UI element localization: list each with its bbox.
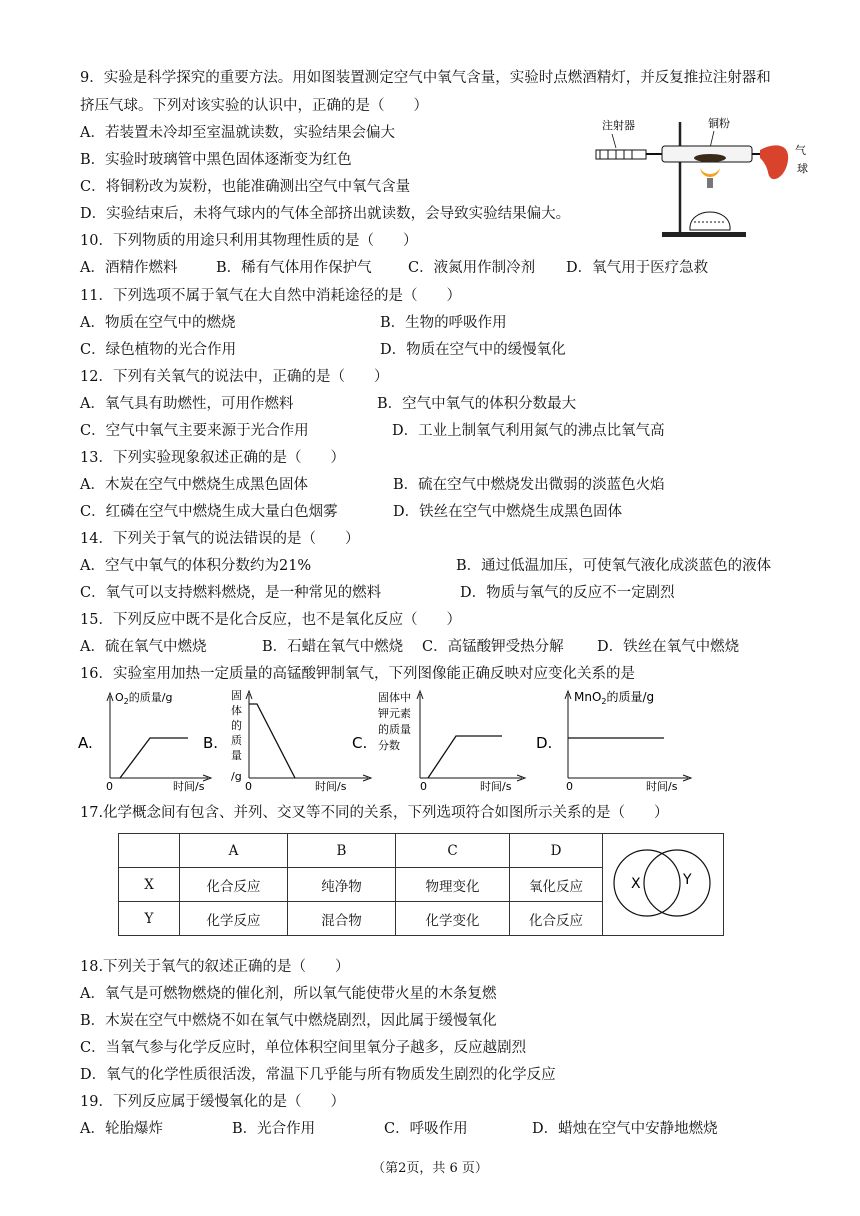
svg-text:时间/s: 时间/s xyxy=(315,780,347,793)
svg-text:C.: C. xyxy=(352,734,368,752)
q11-stem: 11．下列选项不属于氧气在大自然中消耗途径的是（ ） xyxy=(80,288,461,304)
curve-b xyxy=(249,704,295,778)
curve-a xyxy=(120,738,188,778)
q15-stem: 15．下列反应中既不是化合反应，也不是氧化反应（ ） xyxy=(80,612,461,628)
q19-option-d: D．蜡烛在空气中安静地燃烧 xyxy=(532,1121,718,1137)
svg-text:体: 体 xyxy=(231,704,242,717)
svg-text:质: 质 xyxy=(231,734,242,747)
svg-text:钾元素: 钾元素 xyxy=(378,707,411,720)
svg-text:0: 0 xyxy=(245,780,252,793)
svg-text:0: 0 xyxy=(420,780,427,793)
q15-option-d: D．铁丝在氧气中燃烧 xyxy=(597,639,740,655)
svg-text:O2的质量/g: $O_2$的质量/g xyxy=(115,691,173,706)
q9-option-a: A．若装置未冷却至室温就读数，实验结果会偏大 xyxy=(80,125,395,141)
table-row: Y 化学反应 混合物 化学变化 化合反应 xyxy=(119,902,724,936)
q19-option-a: A．轮胎爆炸 xyxy=(80,1121,163,1137)
q16-stem: 16．实验室用加热一定质量的高锰酸钾制氧气，下列图像能正确反映对应变化关系的是 xyxy=(80,666,635,682)
alcohol-lamp-icon xyxy=(690,212,730,230)
q11-option-a: A．物质在空气中的燃烧 xyxy=(80,315,236,331)
copper-label: 铜粉 xyxy=(708,117,730,130)
q19-option-b: B．光合作用 xyxy=(232,1121,316,1137)
svg-text:的: 的 xyxy=(231,719,242,732)
q17-relation-table xyxy=(118,833,724,936)
flame-icon xyxy=(700,168,720,177)
q16-graph-d xyxy=(536,688,696,796)
svg-text:0: 0 xyxy=(566,780,573,793)
q12-option-c: C．空气中氧气主要来源于光合作用 xyxy=(80,423,309,439)
q14-option-d: D．物质与氧气的反应不一定剧烈 xyxy=(460,585,675,601)
svg-text:MnO2的质量/g: MnO$_2$的质量/g xyxy=(574,690,655,706)
q12-option-b: B．空气中氧气的体积分数最大 xyxy=(377,396,577,412)
svg-text:时间/s: 时间/s xyxy=(480,780,512,793)
q10-option-c: C．液氮用作制冷剂 xyxy=(408,260,536,276)
q18-option-c: C．当氧气参与化学反应时，单位体积空间里氧分子越多，反应越剧烈 xyxy=(80,1040,527,1056)
q9-stem-line1: 9．实验是科学探究的重要方法。用如图装置测定空气中氧气含量，实验时点燃酒精灯，并反复推拉注射器和 xyxy=(80,70,771,86)
syringe-icon xyxy=(596,150,646,159)
q18-option-a: A．氧气是可燃物燃烧的催化剂，所以氧气能使带火星的木条复燃 xyxy=(80,986,497,1002)
stand-base xyxy=(662,232,746,237)
q15-option-b: B．石蜡在氧气中燃烧 xyxy=(262,639,404,655)
header-b: B xyxy=(288,834,396,868)
svg-text:A.: A. xyxy=(78,734,93,752)
q13-option-d: D．铁丝在空气中燃烧生成黑色固体 xyxy=(393,504,623,520)
q17-stem: 17.化学概念间有包含、并列、交叉等不同的关系，下列选项符合如图所示关系的是（ ） xyxy=(80,805,669,821)
q19-stem: 19．下列反应属于缓慢氧化的是（ ） xyxy=(80,1094,345,1110)
q9-apparatus-figure xyxy=(590,112,820,240)
header-c: C xyxy=(396,834,510,868)
table-row xyxy=(119,834,724,868)
q14-option-a: A．空气中氧气的体积分数约为21% xyxy=(80,558,312,574)
svg-text:量: 量 xyxy=(231,749,242,762)
q10-option-d: D．氧气用于医疗急救 xyxy=(566,260,709,276)
svg-text:分数: 分数 xyxy=(378,739,400,752)
q13-option-c: C．红磷在空气中燃烧生成大量白色烟雾 xyxy=(80,504,338,520)
balloon-icon xyxy=(760,145,788,179)
svg-text:的质量: 的质量 xyxy=(378,723,411,736)
q10-stem: 10．下列物质的用途只利用其物理性质的是（ ） xyxy=(80,233,418,249)
q16-graph-c xyxy=(352,688,532,796)
q15-option-c: C．高锰酸钾受热分解 xyxy=(422,639,564,655)
venn-diagram xyxy=(611,838,715,928)
copper-powder-icon xyxy=(694,154,726,162)
q13-option-a: A．木炭在空气中燃烧生成黑色固体 xyxy=(80,477,308,493)
q14-option-b: B．通过低温加压，可使氧气液化成淡蓝色的液体 xyxy=(456,558,772,574)
svg-text:时间/s: 时间/s xyxy=(173,780,205,793)
q19-option-c: C．呼吸作用 xyxy=(384,1121,468,1137)
q13-stem: 13．下列实验现象叙述正确的是（ ） xyxy=(80,450,345,466)
q12-stem: 12．下列有关氧气的说法中，正确的是（ ） xyxy=(80,369,389,385)
q12-option-d: D．工业上制氧气利用氮气的沸点比氧气高 xyxy=(392,423,665,439)
page-footer: （第2页，共 6 页） xyxy=(372,1161,488,1176)
q11-option-d: D．物质在空气中的缓慢氧化 xyxy=(380,342,566,358)
svg-text:0: 0 xyxy=(106,780,113,793)
q18-option-b: B．木炭在空气中燃烧不如在氧气中燃烧剧烈，因此属于缓慢氧化 xyxy=(80,1013,497,1029)
svg-text:固体中: 固体中 xyxy=(378,691,411,704)
q10-option-b: B．稀有气体用作保护气 xyxy=(216,260,372,276)
q9-option-b: B．实验时玻璃管中黑色固体逐渐变为红色 xyxy=(80,152,352,168)
svg-text:D.: D. xyxy=(536,734,553,752)
svg-text:B.: B. xyxy=(203,734,219,752)
q10-option-a: A．酒精作燃料 xyxy=(80,260,178,276)
q9-option-d: D．实验结束后，未将气球内的气体全部挤出就读数，会导致实验结果偏大。 xyxy=(80,206,571,222)
balloon-label-1: 气 xyxy=(795,144,806,157)
q14-stem: 14．下列关于氧气的说法错误的是（ ） xyxy=(80,531,360,547)
q18-stem: 18.下列关于氧气的叙述正确的是（ ） xyxy=(80,959,350,975)
q15-option-a: A．硫在氧气中燃烧 xyxy=(80,639,207,655)
q9-option-c: C．将铜粉改为炭粉，也能准确测出空气中氧气含量 xyxy=(80,179,411,195)
q11-option-c: C．绿色植物的光合作用 xyxy=(80,342,237,358)
svg-text:/g: /g xyxy=(231,770,242,783)
q14-option-c: C．氧气可以支持燃料燃烧，是一种常见的燃料 xyxy=(80,585,382,601)
q11-option-b: B．生物的呼吸作用 xyxy=(380,315,507,331)
balloon-label-2: 球 xyxy=(797,162,808,175)
header-d: D xyxy=(510,834,603,868)
svg-text:X: X xyxy=(631,875,641,892)
q9-stem-line2: 挤压气球。下列对该实验的认识中，正确的是（ ） xyxy=(80,98,428,114)
q18-option-d: D．氧气的化学性质很活泼，常温下几乎能与所有物质发生剧烈的化学反应 xyxy=(80,1067,556,1083)
q12-option-a: A．氧气具有助燃性，可用作燃料 xyxy=(80,396,294,412)
svg-text:时间/s: 时间/s xyxy=(646,780,678,793)
curve-c xyxy=(428,736,502,778)
venn-cell xyxy=(603,834,724,936)
q13-option-b: B．硫在空气中燃烧发出微弱的淡蓝色火焰 xyxy=(393,477,665,493)
table-row: X 化合反应 纯净物 物理变化 氧化反应 xyxy=(119,868,724,902)
svg-text:固: 固 xyxy=(231,689,242,702)
header-a: A xyxy=(180,834,288,868)
svg-text:Y: Y xyxy=(683,871,692,888)
syringe-label: 注射器 xyxy=(602,119,635,132)
